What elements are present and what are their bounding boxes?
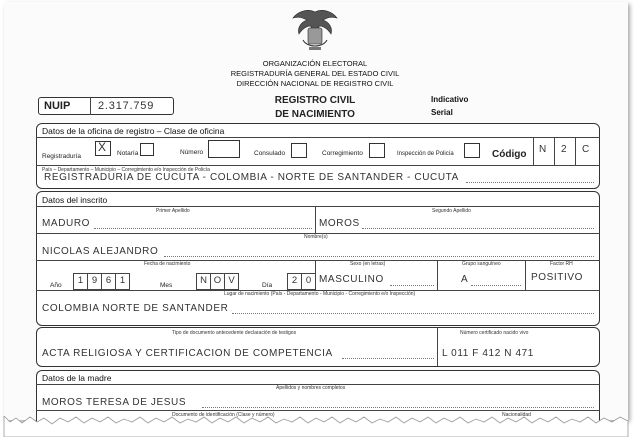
codigo-value-2: 2 [561, 144, 567, 155]
nombres-label: Nombre(s) [304, 234, 328, 240]
mother-documento-label: Documento de identificación (Clase y número) [172, 412, 275, 418]
org-line-3: DIRECCIÓN NACIONAL DE REGISTRO CIVIL [236, 79, 394, 88]
office-location-value: REGISTRADURIA DE CUCUTA - COLOMBIA - NORTE DE SANTANDER - CUCUTA [44, 172, 459, 183]
segundo-apellido-value: MOROS [319, 218, 360, 229]
indicativo-label: Indicativo [431, 95, 469, 104]
office-location-caption: País – Departamento – Municipio – Corregimiento e/o Inspección de Policía [42, 167, 210, 173]
serial-label: Serial [431, 108, 453, 117]
org-line-1: ORGANIZACIÓN ELECTORAL [262, 59, 368, 68]
registrant-section-title: Datos del inscrito [42, 195, 108, 205]
factor-rh-value: POSITIVO [531, 272, 584, 283]
ano-digit: 6 [101, 273, 116, 290]
inspeccion-label: Inspección de Policía [397, 151, 454, 157]
nuip-label: NUIP [44, 100, 71, 112]
registraduria-label: Registraduría [42, 153, 82, 160]
mother-nombres-value: MOROS TERESA DE JESUS [42, 397, 187, 408]
doc-title-line-1: REGISTRO CIVIL [274, 95, 356, 106]
sexo-value: MASCULINO [319, 274, 384, 285]
grupo-sanguineo-label: Grupo sanguíneo [462, 261, 501, 267]
nuip-value: 2.317.759 [98, 100, 155, 112]
registry-sheet [4, 2, 628, 420]
ano-digit: 1 [115, 273, 130, 290]
mother-nombres-label: Apellidos y nombres completos [276, 385, 346, 391]
ano-digit: 9 [87, 273, 102, 290]
dia-digit: 2 [287, 273, 302, 290]
primer-apellido-value: MADURO [42, 218, 91, 229]
codigo-value-3: C [582, 144, 590, 155]
mes-letter: O [210, 273, 225, 290]
consulado-checkbox [291, 143, 307, 158]
codigo-value-1: N [539, 144, 547, 155]
tipo-documento-value: ACTA RELIGIOSA Y CERTIFICACION DE COMPETENCIA [42, 348, 333, 359]
registraduria-mark: X [98, 140, 107, 154]
registraduria-checkbox [95, 141, 111, 156]
ano-label: Año [50, 282, 62, 289]
segundo-apellido-label: Segundo Apellido [432, 208, 471, 214]
fecha-nacimiento-label: Fecha de nacimiento [144, 261, 191, 267]
corregimiento-checkbox [369, 143, 385, 158]
grupo-sanguineo-value: A [461, 274, 469, 285]
lugar-nacimiento-label: Lugar de nacimiento (País - Departamento - Municipio - Corregimiento e/o Inspección) [224, 291, 416, 297]
numero-box [208, 140, 240, 158]
numero-certificado-label: Número certificado nacido vivo [460, 330, 529, 336]
coat-of-arms-icon [289, 6, 341, 54]
codigo-label: Código [492, 149, 527, 160]
numero-certificado-value: L 011 F 412 N 471 [442, 348, 534, 359]
mes-letter: V [224, 273, 239, 290]
factor-rh-label: Factor RH [550, 261, 573, 267]
mother-nacionalidad-label: Nacionalidad [502, 412, 531, 418]
lugar-nacimiento-value: COLOMBIA NORTE DE SANTANDER [42, 303, 229, 314]
corregimiento-label: Corregimiento [322, 150, 363, 157]
office-section-title: Datos de la oficina de registro – Clase de oficina [42, 126, 225, 136]
mes-label: Mes [160, 282, 173, 289]
org-line-2: REGISTRADURÍA GENERAL DEL ESTADO CIVIL [230, 69, 400, 78]
notaria-checkbox [140, 143, 154, 156]
torn-edge [0, 416, 640, 437]
notaria-label: Notaría [117, 150, 139, 157]
inspeccion-checkbox [464, 143, 480, 158]
sexo-label: Sexo (en letras) [350, 261, 386, 267]
ano-digit: 1 [73, 273, 88, 290]
numero-label: Número [180, 149, 204, 156]
doc-title-line-2: DE NACIMIENTO [275, 109, 355, 120]
primer-apellido-label: Primer Apellido [156, 208, 190, 214]
consulado-label: Consulado [254, 150, 286, 157]
tipo-documento-label: Tipo de documento antecedente declaración de testigos [172, 330, 297, 336]
dia-label: Día [262, 282, 273, 289]
nombres-value: NICOLAS ALEJANDRO [42, 246, 159, 257]
dia-digit: 0 [301, 273, 316, 290]
mes-letter: N [196, 273, 211, 290]
mother-section-title: Datos de la madre [42, 373, 112, 383]
